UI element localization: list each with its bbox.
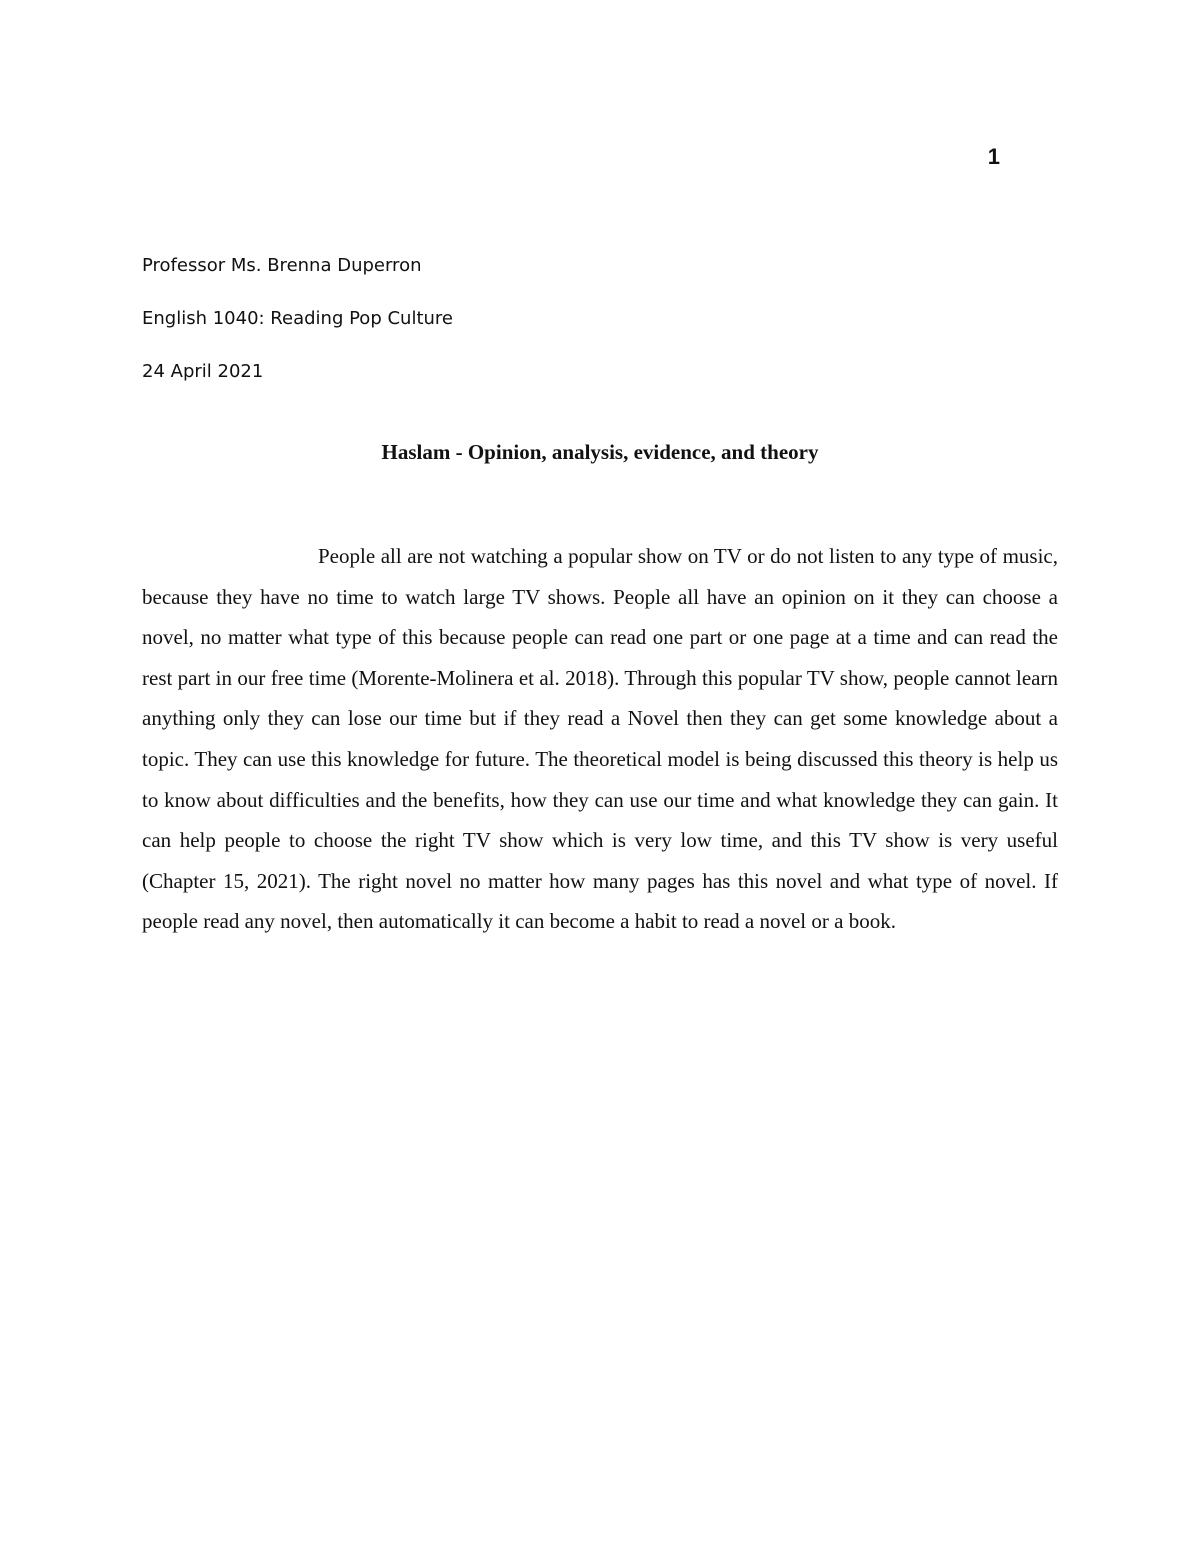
- header-professor: Professor Ms. Brenna Duperron: [142, 255, 422, 276]
- page-number: 1: [987, 144, 1000, 169]
- body-paragraph: People all are not watching a popular show on TV or do not listen to any type of music, because they have no time to watch large TV shows. People all have an opinion on it they can choose a novel, no matter what type of this because people can read one part or one page at a time and can read the rest part in our free time (Morente-Molinera et al. 2018). Through this popular TV show, people cannot learn anything only they can lose our time but if they read a Novel then they can get some knowledge about a topic. They can use this knowledge for future. The theoretical model is being discussed this theory is help us to know about difficulties and the benefits, how they can use our time and what knowledge they can gain. It can help people to choose the right TV show which is very low time, and this TV show is very useful (Chapter 15, 2021). The right novel no matter how many pages has this novel and what type of novel. If people read any novel, then automatically it can become a habit to read a novel or a book.: [142, 544, 1058, 934]
- header-date: 24 April 2021: [142, 361, 264, 382]
- essay-title: Haslam - Opinion, analysis, evidence, and theory: [381, 440, 819, 464]
- header-course: English 1040: Reading Pop Culture: [142, 308, 453, 329]
